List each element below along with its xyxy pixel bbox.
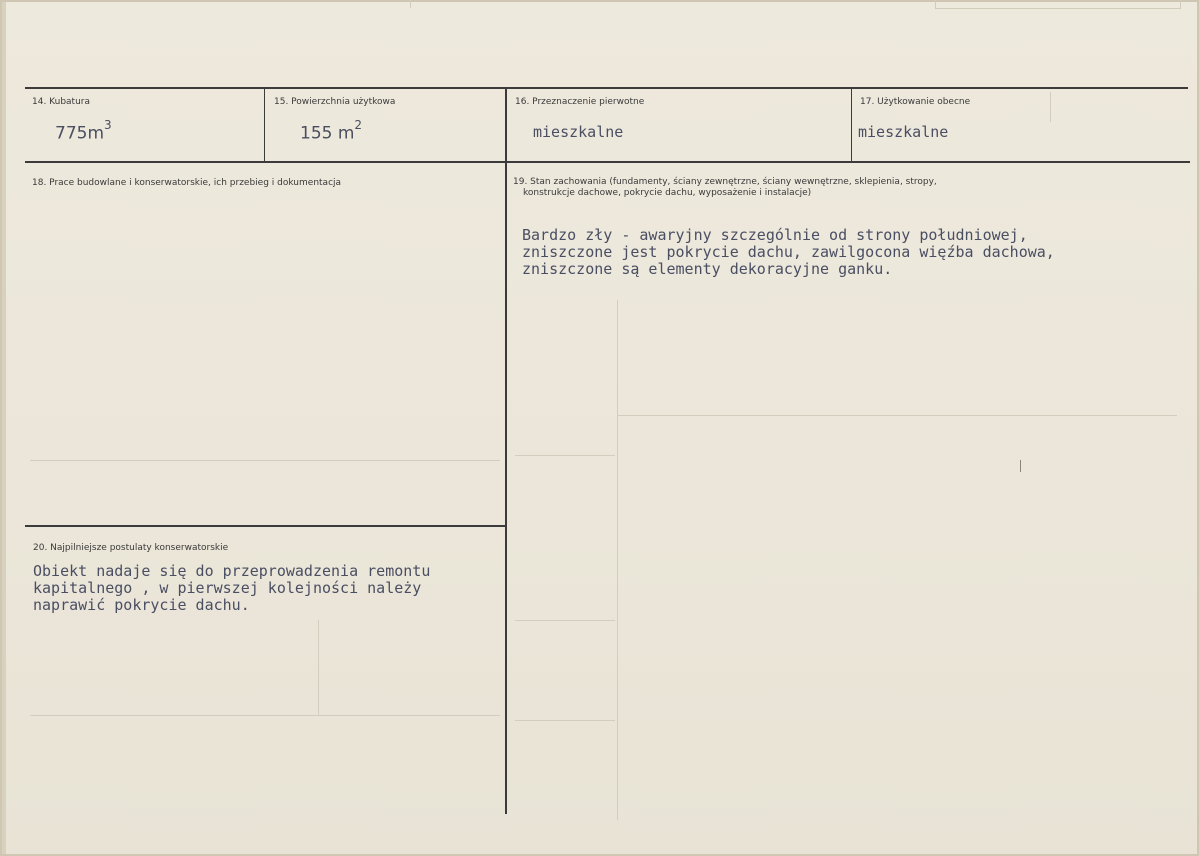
top-tick (410, 0, 411, 8)
ghost-line-h3 (30, 460, 500, 461)
stan-text-line2: zniszczone jest pokrycie dachu, zawilgocona więźba dachowa, (522, 243, 1055, 261)
postulaty-label: 20. Najpilniejsze postulaty konserwatorskie (33, 543, 229, 553)
divider-14-15 (264, 89, 265, 161)
rule-18-20 (25, 525, 505, 527)
stan-text-line3: zniszczone są elementy dekoracyjne ganku. (522, 260, 893, 278)
divider-main (505, 89, 507, 814)
rule-top (25, 87, 1188, 89)
postulaty-text-line3: naprawić pokrycie dachu. (33, 596, 250, 614)
ghost-line-h2 (515, 455, 615, 456)
postulaty-text-line2: kapitalnego , w pierwszej kolejności należy (33, 579, 422, 597)
prace-label: 18. Prace budowlane i konserwatorskie, ich przebieg i dokumentacja (32, 178, 342, 188)
powierzchnia-value: 155 $m^2$ (300, 118, 363, 144)
uzytkowanie-value: mieszkalne (858, 123, 949, 141)
powierzchnia-label: 15. Powierzchnia użytkowa (274, 97, 396, 107)
stan-label-line1: 19. Stan zachowania (fundamenty, ściany zewnętrzne, ściany wewnętrzne, sklepienia, stropy, (513, 177, 937, 187)
stan-label-line2: konstrukcje dachowe, pokrycie dachu, wyposażenie i instalacje) (523, 188, 812, 198)
top-faint-box (935, 0, 1181, 9)
postulaty-text-line1: Obiekt nadaje się do przeprowadzenia remontu (33, 562, 431, 580)
kubatura-label: 14. Kubatura (32, 97, 91, 107)
ghost-line-v1 (617, 300, 618, 820)
ghost-line-h6 (515, 720, 615, 721)
ghost-line-h4 (30, 715, 500, 716)
ghost-line-v2 (318, 620, 319, 715)
stan-text-line1: Bardzo zły - awaryjny szczególnie od strony południowej, (522, 226, 1028, 244)
przeznaczenie-value: mieszkalne (533, 123, 624, 141)
przeznaczenie-label: 16. Przeznaczenie pierwotne (515, 97, 645, 107)
kubatura-value: $775m^3$ (55, 118, 112, 144)
ghost-line-h5 (515, 620, 615, 621)
divider-16-17 (851, 89, 852, 161)
mark-tick (1020, 460, 1021, 472)
uzytkowanie-label: 17. Użytkowanie obecne (860, 97, 971, 107)
ghost-line-h1 (617, 415, 1177, 416)
ghost-line-v3 (1050, 92, 1051, 122)
rule-mid (25, 161, 1190, 163)
